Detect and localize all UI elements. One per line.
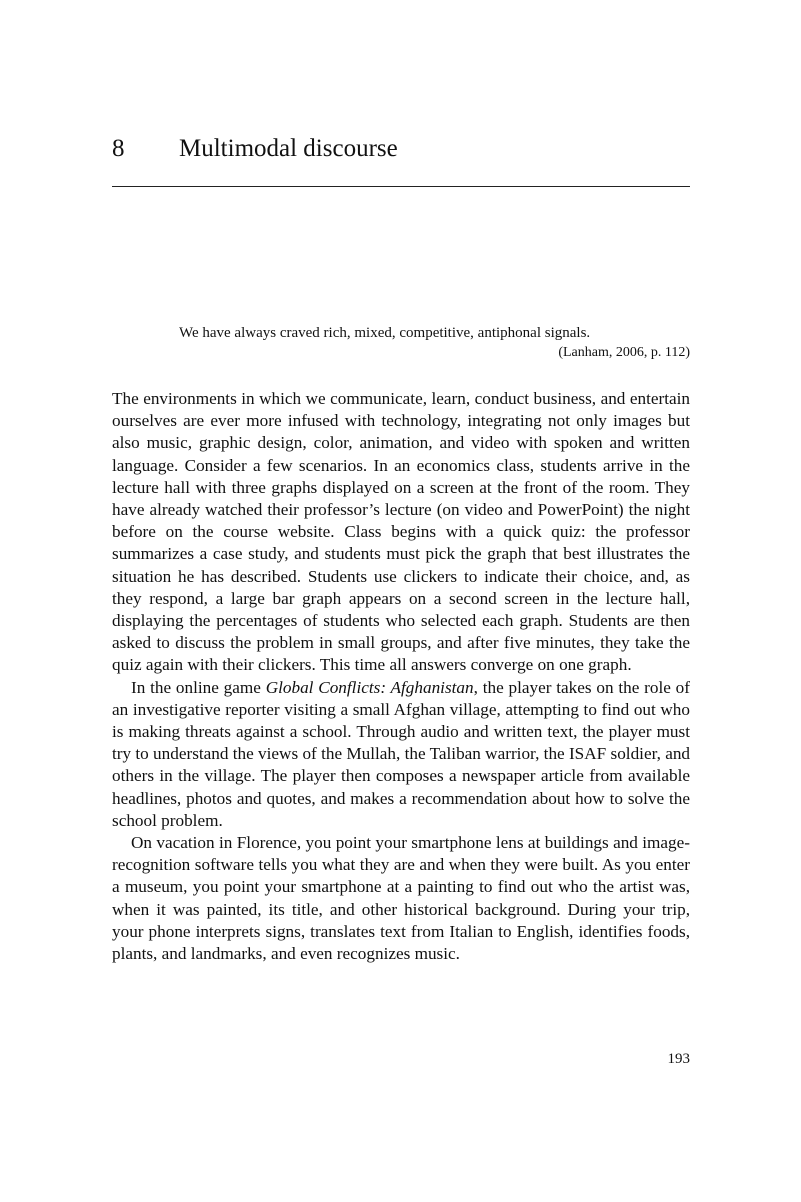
paragraph-economics-class: The environments in which we communicate, learn, conduct business, and entertain ourselves are ever more infused with technology, integrating not only images but also music, graphic design, color, animation, and video with spoken and written language. Consider a few scenarios. In an economics class, students arrive in the lecture hall with three graphs displayed on a screen at the front of the room. They have already watched their professor’s lecture (on video and PowerPoint) the night before on the course website. Class begins with a quick quiz: the professor summarizes a case study, and students must pick the graph that best illustrates the situation he has described. Students use clickers to indicate their choice, and, as they respond, a large bar graph appears on a second screen in the lecture hall, displaying the percentages of students who selected each graph. Students are then asked to discuss the problem in small groups, and after five minutes, they take the quiz again with their clickers. This time all answers converge on one graph. (112, 389, 690, 675)
chapter-title: Multimodal discourse (179, 135, 398, 162)
paragraph-text: In the online game (131, 677, 266, 697)
paragraph-online-game (112, 677, 690, 832)
body-text (112, 388, 690, 965)
epigraph-citation: (Lanham, 2006, p. 112) (558, 345, 690, 360)
epigraph-quote: We have always craved rich, mixed, competitive, antiphonal signals. (179, 325, 591, 341)
epigraph (179, 323, 690, 363)
paragraph-text: , the player takes on the role of an investigative reporter visiting a small Afghan village, attempting to find out who is making threats against a school. Through audio and written text, the player must try to understand the views of the Mullah, the Taliban warrior, the ISAF soldier, and others in the village. The player then composes a newspaper article from available headlines, photos and quotes, and makes a recommendation about how to solve the school problem. (112, 677, 691, 830)
game-title: Global Conflicts: Afghanistan (265, 677, 474, 697)
chapter-header (112, 134, 690, 187)
chapter-number: 8 (112, 135, 125, 162)
paragraph-florence-vacation: On vacation in Florence, you point your smartphone lens at buildings and image-recognition software tells you what they are and when they were built. As you enter a museum, you point your smartphone at a painting to find out who the artist was, when it was painted, its title, and other historical background. During your trip, your phone interprets signs, translates text from Italian to English, identifies foods, plants, and landmarks, and even recognizes music. (112, 833, 690, 964)
page-number: 193 (667, 1051, 690, 1067)
